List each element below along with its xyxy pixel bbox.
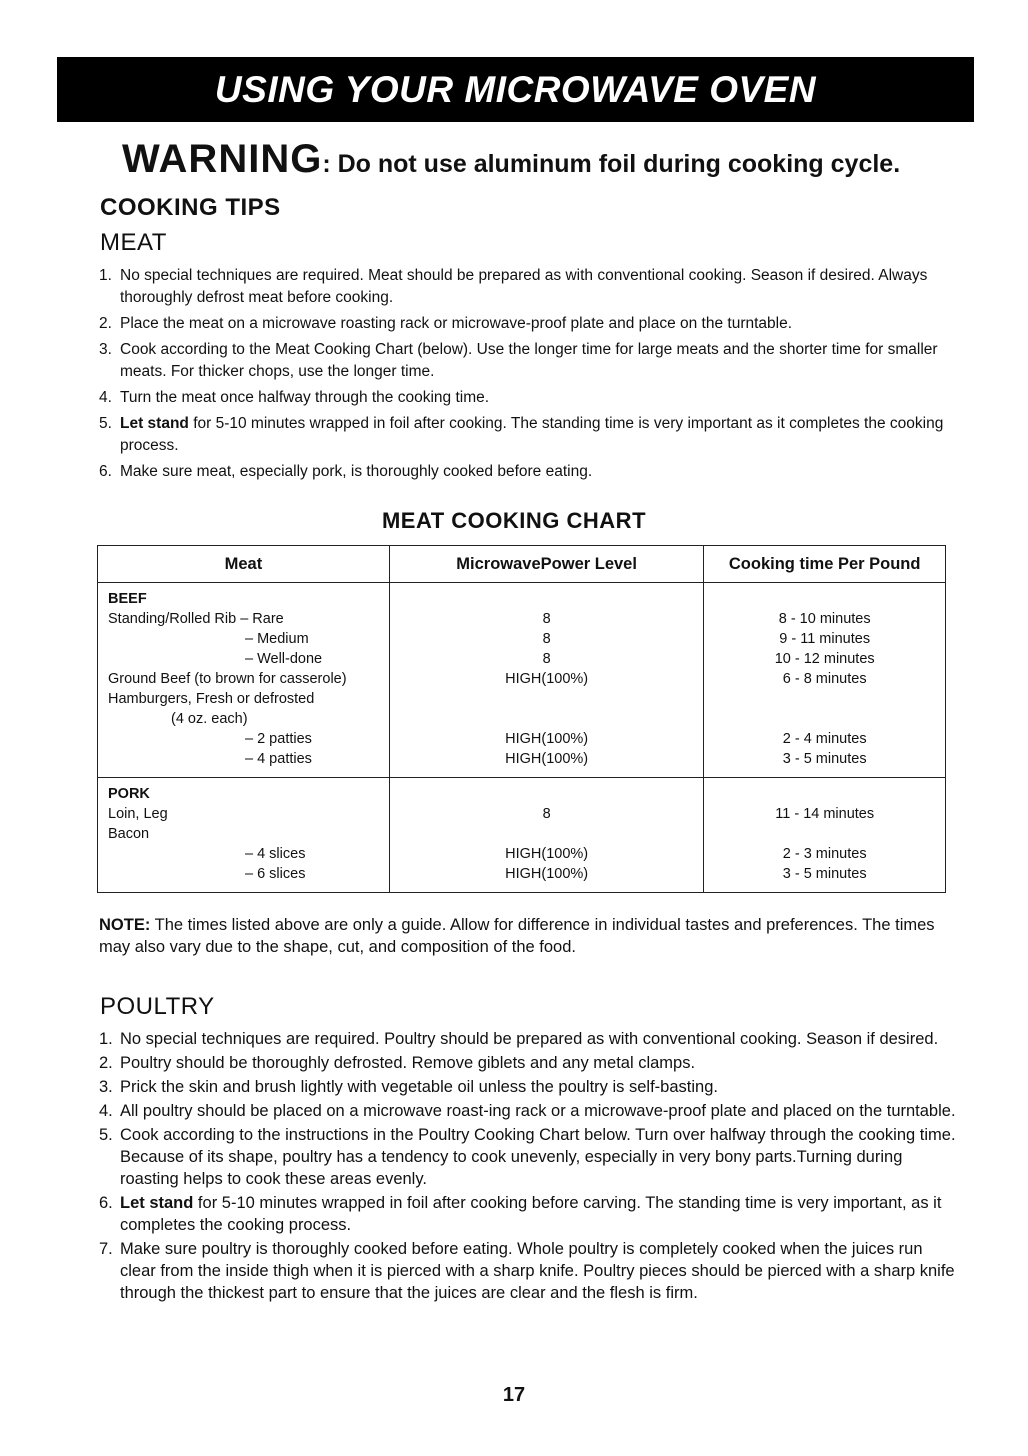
step-text: Cook according to the instructions in the Poultry Cooking Chart below. Turn over halfway through the cooking time. Because of its shape, poultry has a tendency to cook unevenly, especially in very bony parts.Turning during roasting helps to cook these areas evenly. [120, 1126, 956, 1188]
note-text: The times listed above are only a guide. Allow for difference in individual tastes and preferences. The times may also vary due to the shape, cut, and composition of the food. [99, 916, 935, 956]
meat-cooking-chart [97, 545, 946, 893]
beef-item: – 4 patties [245, 751, 312, 767]
pork-item: Bacon [108, 826, 150, 842]
list-item [99, 1028, 959, 1050]
meat-heading: MEAT [100, 229, 167, 256]
chart-header-row [98, 546, 946, 583]
step-emphasis: Let stand [120, 415, 189, 432]
beef-item: – Well-done [245, 651, 323, 667]
warning-line [122, 137, 900, 182]
meat-steps-list [99, 265, 959, 487]
beef-item: Standing/Rolled Rib – Rare [108, 611, 284, 627]
chart-title: MEAT COOKING CHART [381, 508, 647, 533]
list-item [99, 265, 959, 309]
step-text: No special techniques are required. Poultry should be prepared as with conventional cooking. Season if desired. [120, 1030, 939, 1048]
beef-power: 8 [542, 631, 551, 647]
header-meat: Meat [98, 546, 390, 583]
pork-time-cell [704, 778, 946, 893]
beef-item: – 2 patties [245, 731, 312, 747]
step-text: Place the meat on a microwave roasting rack or microwave-proof plate and place on the turntable. [120, 315, 793, 332]
step-number: 6. [99, 1194, 113, 1212]
pork-item: Loin, Leg [108, 806, 168, 822]
beef-time: 3 - 5 minutes [782, 751, 867, 767]
step-number: 6. [99, 463, 112, 480]
beef-power-cell [389, 583, 704, 778]
step-number: 7. [99, 1240, 113, 1258]
beef-power: HIGH(100%) [505, 731, 589, 747]
step-text: Make sure meat, especially pork, is thoroughly cooked before eating. [120, 463, 593, 480]
list-item [99, 339, 959, 383]
pork-meat-cell [98, 778, 390, 893]
poultry-steps-list [99, 1028, 959, 1306]
step-number: 1. [99, 267, 112, 284]
step-text: Prick the skin and brush lightly with vegetable oil unless the poultry is self-basting. [120, 1078, 718, 1096]
header-cooking-time: Cooking time Per Pound [704, 546, 946, 583]
step-number: 1. [99, 1030, 113, 1048]
poultry-heading: POULTRY [100, 993, 215, 1020]
page-number: 17 [502, 1384, 526, 1406]
pork-power-cell [389, 778, 704, 893]
beef-power: HIGH(100%) [505, 751, 589, 767]
header-power-level: MicrowavePower Level [389, 546, 704, 583]
step-number: 5. [99, 1126, 113, 1144]
step-number: 4. [99, 1102, 113, 1120]
beef-meat-cell [98, 583, 390, 778]
beef-item: – Medium [245, 631, 309, 647]
beef-time: 10 - 12 minutes [774, 651, 875, 667]
beef-item: Ground Beef (to brown for casserole) [108, 671, 347, 687]
list-item [99, 387, 959, 409]
pork-item: – 4 slices [245, 846, 306, 862]
chart-note [99, 914, 959, 958]
pork-time: 2 - 3 minutes [782, 846, 867, 862]
list-item [99, 1052, 959, 1074]
chart-row-pork [98, 778, 946, 893]
step-text: Make sure poultry is thoroughly cooked before eating. Whole poultry is completely cooked when the juices run clear from the inside thigh when it is pierced with a sharp knife. Poultry pieces should be pierced with a sharp knife through the thickest part to ensure that the juices are clear and the flesh is firm. [120, 1240, 955, 1302]
step-number: 4. [99, 389, 112, 406]
step-number: 3. [99, 1078, 113, 1096]
list-item [99, 1076, 959, 1098]
beef-time: 8 - 10 minutes [778, 611, 871, 627]
beef-power: 8 [542, 611, 551, 627]
beef-time: 2 - 4 minutes [782, 731, 867, 747]
step-text: for 5-10 minutes wrapped in foil after cooking. The standing time is very important as it completes the cooking process. [120, 415, 944, 454]
pork-power: 8 [542, 806, 551, 822]
beef-label: BEEF [108, 591, 147, 607]
note-label: NOTE: [99, 916, 151, 934]
beef-time-cell [704, 583, 946, 778]
step-text: Cook according to the Meat Cooking Chart (below). Use the longer time for large meats and the shorter time for smaller meats. For thicker chops, use the longer time. [120, 341, 938, 380]
list-item [99, 313, 959, 335]
step-text: All poultry should be placed on a microwave roast-ing rack or a microwave-proof plate and placed on the turntable. [120, 1102, 956, 1120]
step-number: 3. [99, 341, 112, 358]
pork-time: 3 - 5 minutes [782, 866, 867, 882]
beef-item: (4 oz. each) [171, 711, 248, 727]
pork-label: PORK [108, 786, 150, 802]
list-item [99, 1124, 959, 1190]
step-number: 2. [99, 315, 112, 332]
step-text: No special techniques are required. Meat should be prepared as with conventional cooking. Season if desired. Always thoroughly defrost meat before cooking. [120, 267, 928, 306]
chart-row-beef [98, 583, 946, 778]
list-item [99, 413, 959, 457]
pork-time: 11 - 14 minutes [775, 806, 875, 822]
beef-power: 8 [542, 651, 551, 667]
list-item [99, 1100, 959, 1122]
step-text: for 5-10 minutes wrapped in foil after cooking before carving. The standing time is very important, as it completes the cooking process. [120, 1194, 942, 1234]
warning-text: : Do not use aluminum foil during cooking cycle. [322, 150, 901, 178]
beef-item: Hamburgers, Fresh or defrosted [108, 691, 315, 707]
cooking-tips-heading: COOKING TIPS [100, 194, 281, 221]
list-item [99, 461, 959, 483]
beef-power: HIGH(100%) [505, 671, 589, 687]
step-text: Poultry should be thoroughly defrosted. Remove giblets and any metal clamps. [120, 1054, 696, 1072]
pork-power: HIGH(100%) [505, 866, 589, 882]
step-text: Turn the meat once halfway through the cooking time. [120, 389, 490, 406]
step-number: 5. [99, 415, 112, 432]
section-banner: USING YOUR MICROWAVE OVEN [57, 57, 974, 122]
warning-label: WARNING [122, 137, 323, 181]
pork-item: – 6 slices [245, 866, 306, 882]
pork-power: HIGH(100%) [505, 846, 589, 862]
beef-time: 6 - 8 minutes [782, 671, 867, 687]
list-item [99, 1192, 959, 1236]
list-item [99, 1238, 959, 1304]
beef-time: 9 - 11 minutes [779, 631, 871, 647]
step-number: 2. [99, 1054, 113, 1072]
step-emphasis: Let stand [120, 1194, 194, 1212]
